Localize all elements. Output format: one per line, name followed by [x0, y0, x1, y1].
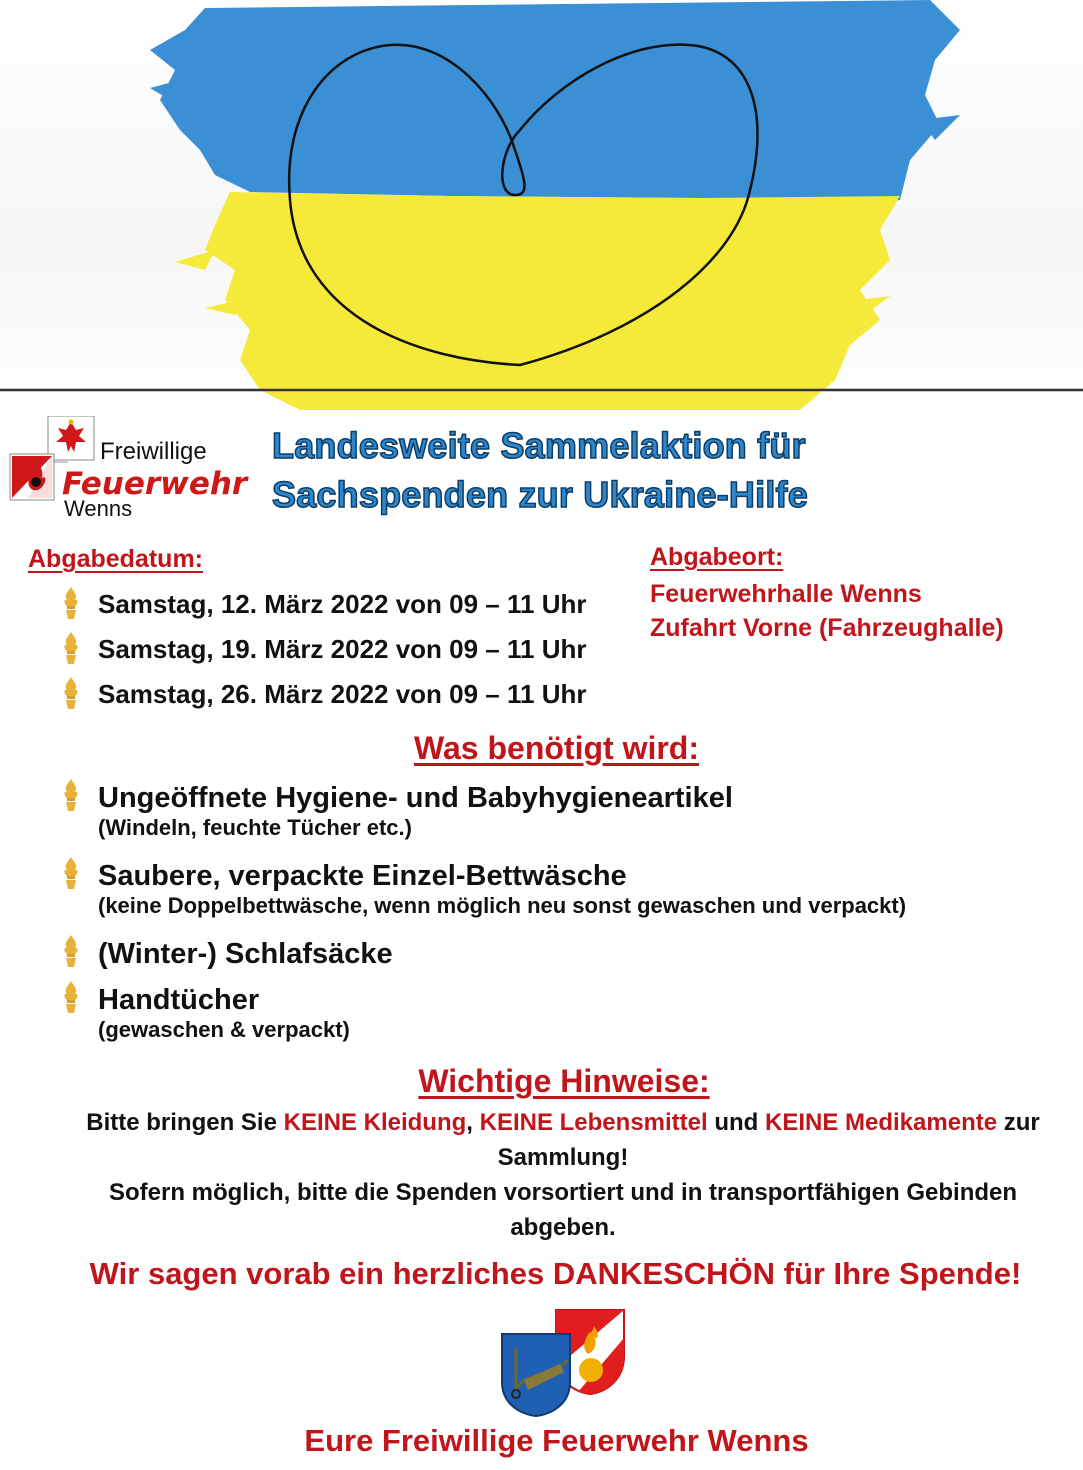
date-text: Samstag, 19. März 2022 von 09 – 11 Uhr [98, 634, 587, 664]
list-item [58, 933, 1068, 979]
need-item-sub: (Windeln, feuchte Tücher etc.) [98, 815, 412, 840]
needs-list [58, 777, 1068, 1057]
hinweise-text-part: zur Sammlung! [497, 1109, 1040, 1171]
logo-feuerwehr: Feuerwehr [62, 466, 248, 502]
ukraine-heart-illustration [0, 0, 1083, 412]
list-item [58, 777, 1068, 855]
flag-blue-band [150, 0, 960, 205]
flame-bullet-icon [58, 933, 84, 969]
headline [272, 421, 1072, 519]
flame-bullet-icon [58, 855, 84, 891]
hero-flag-image [0, 0, 1083, 412]
list-item [58, 630, 658, 675]
hinweise-highlight: KEINE Kleidung [283, 1109, 467, 1136]
abgabeort-label: Abgabeort: [650, 543, 784, 571]
list-item [58, 855, 1068, 933]
date-text: Samstag, 26. März 2022 von 09 – 11 Uhr [98, 679, 587, 709]
headline-line-1: Landesweite Sammelaktion für [272, 425, 806, 466]
need-item-main: (Winter-) Schlafsäcke [98, 938, 393, 970]
crest-shield-icon [498, 1308, 628, 1418]
hinweise-paragraph-2: Sofern möglich, bitte die Spenden vorsortiert und in transportfähigen Gebinden abgeben. [108, 1179, 1018, 1241]
flame-bullet-icon [58, 585, 84, 621]
hinweise-text-part: und [707, 1109, 765, 1136]
list-item [58, 979, 1068, 1057]
date-text: Samstag, 12. März 2022 von 09 – 11 Uhr [98, 589, 587, 619]
logo-wenns: Wenns [64, 496, 133, 521]
flame-bullet-icon [58, 630, 84, 666]
hinweise-paragraph-1 [80, 1105, 1046, 1175]
headline-line-2: Sachspenden zur Ukraine-Hilfe [272, 474, 808, 515]
hinweise-highlight: KEINE Medikamente [765, 1109, 998, 1136]
flame-bullet-icon [58, 979, 84, 1015]
hinweise-text [80, 1105, 1046, 1245]
need-item-main: Ungeöffnete Hygiene- und Babyhygieneartikel [98, 782, 733, 814]
abgabeort-address [650, 577, 1004, 645]
need-item-main: Saubere, verpackte Einzel-Bettwäsche [98, 860, 627, 892]
flame-bullet-icon [58, 675, 84, 711]
wenns-crest [498, 1308, 628, 1418]
abgabeort-line-1: Feuerwehrhalle Wenns [650, 580, 922, 608]
abgabeort-line-2: Zufahrt Vorne (Fahrzeughalle) [650, 614, 1004, 642]
footer-signature: Eure Freiwillige Feuerwehr Wenns [304, 1423, 809, 1458]
feuerwehr-logo [8, 416, 248, 526]
hinweise-highlight: KEINE Lebensmittel [479, 1109, 708, 1136]
hinweise-text-part: Bitte bringen Sie [86, 1109, 284, 1136]
list-item [58, 585, 658, 630]
need-item-sub: (keine Doppelbettwäsche, wenn möglich neu sonst gewaschen und verpackt) [98, 893, 907, 918]
abgabedatum-label: Abgabedatum: [28, 545, 203, 573]
hinweise-text-part: , [466, 1109, 480, 1136]
thanks-line: Wir sagen vorab ein herzliches DANKESCHÖN für Ihre Spende! [89, 1256, 1022, 1291]
date-list [58, 585, 658, 720]
hinweise-title: Wichtige Hinweise: [418, 1063, 710, 1099]
need-item-main: Handtücher [98, 984, 260, 1016]
flag-yellow-band [205, 192, 900, 410]
list-item [58, 675, 658, 720]
flame-bullet-icon [58, 777, 84, 813]
need-item-sub: (gewaschen & verpackt) [98, 1017, 350, 1042]
logo-freiwillige: Freiwillige [100, 438, 207, 465]
needs-title: Was benötigt wird: [413, 730, 699, 766]
